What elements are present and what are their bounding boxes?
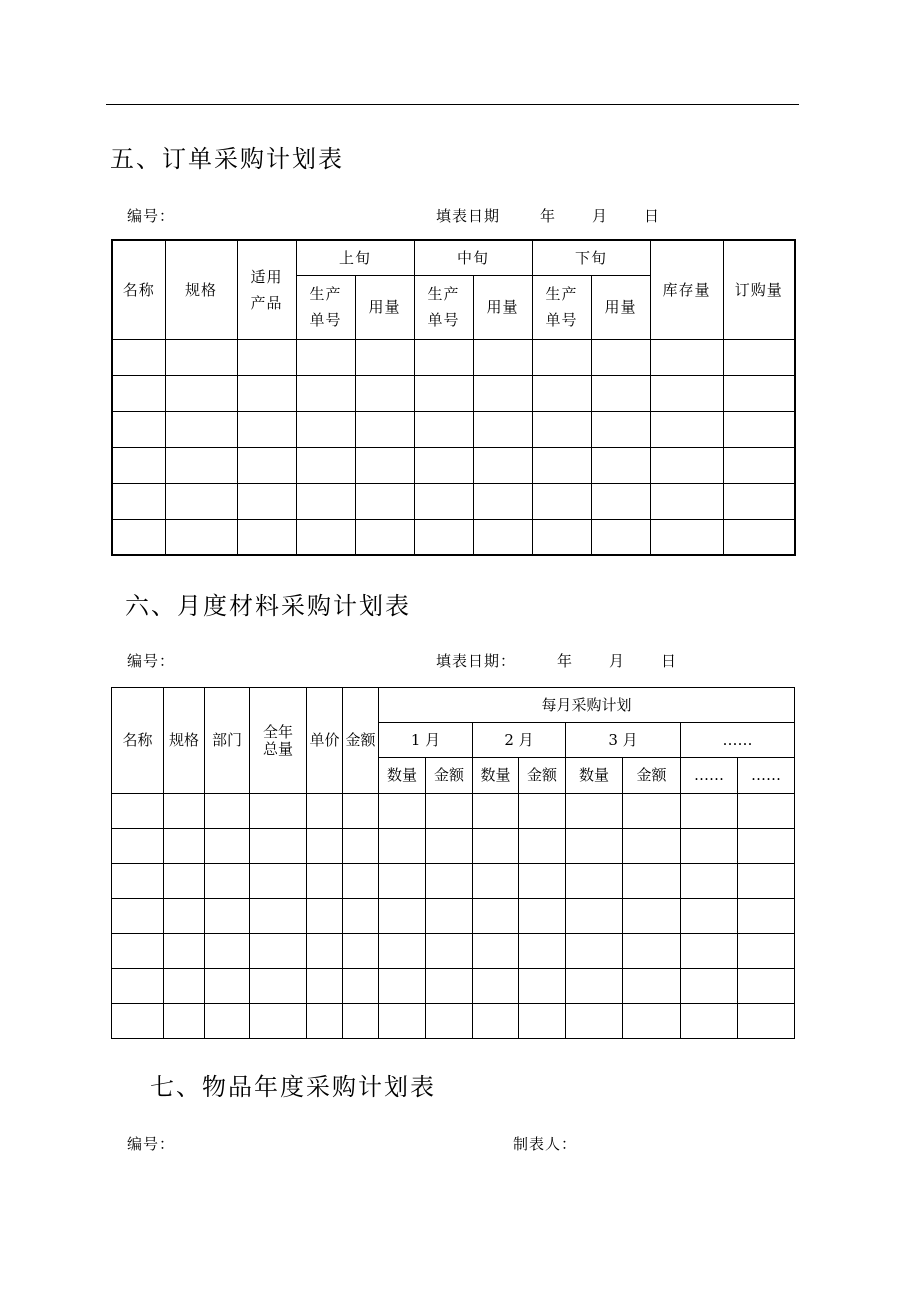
table-cell[interactable] — [532, 483, 591, 519]
section5-day-label: 日 — [644, 207, 661, 225]
section7-maker-label: 制表人： — [513, 1135, 578, 1153]
table-cell[interactable] — [623, 829, 681, 864]
table-cell[interactable] — [112, 899, 164, 934]
table-row — [112, 339, 795, 375]
table-cell[interactable] — [623, 899, 681, 934]
table-cell[interactable] — [379, 1004, 426, 1039]
table-cell[interactable] — [205, 794, 250, 829]
table-cell[interactable] — [473, 899, 519, 934]
table-cell[interactable] — [473, 934, 519, 969]
table-cell[interactable] — [650, 447, 723, 483]
table-cell[interactable] — [426, 864, 473, 899]
table-cell[interactable] — [307, 934, 343, 969]
header-more-1: …… — [681, 758, 738, 794]
table-row — [112, 934, 795, 969]
section5-month-label: 月 — [592, 207, 609, 225]
header-m1-amt: 金额 — [426, 758, 473, 794]
table-cell[interactable] — [307, 864, 343, 899]
table-cell[interactable] — [164, 934, 205, 969]
table-cell[interactable] — [307, 969, 343, 1004]
monthly-material-purchase-table — [111, 687, 795, 1039]
table-cell[interactable] — [623, 969, 681, 1004]
table-row — [112, 411, 795, 447]
table-cell[interactable] — [164, 899, 205, 934]
table-cell[interactable] — [681, 969, 738, 1004]
header-month-1: 1 月 — [379, 723, 473, 758]
table-cell[interactable] — [426, 934, 473, 969]
header-m1-qty: 数量 — [379, 758, 426, 794]
table-cell[interactable] — [623, 794, 681, 829]
table-cell[interactable] — [343, 829, 379, 864]
table-cell[interactable] — [650, 339, 723, 375]
table-cell[interactable] — [738, 1004, 795, 1039]
header-product-line2: 产品 — [250, 293, 283, 312]
header-mid-usage: 用量 — [473, 275, 532, 339]
table-cell[interactable] — [112, 411, 165, 447]
order-table-body — [112, 339, 795, 555]
table-cell[interactable] — [532, 375, 591, 411]
order-purchase-plan-table — [111, 239, 796, 556]
table-cell[interactable] — [426, 899, 473, 934]
table-cell[interactable] — [532, 519, 591, 555]
table-cell[interactable] — [723, 447, 795, 483]
table-cell[interactable] — [623, 934, 681, 969]
table-header-row — [112, 688, 795, 723]
table-cell[interactable] — [379, 969, 426, 1004]
table-cell[interactable] — [566, 969, 623, 1004]
header-spec: 规格 — [164, 688, 205, 794]
table-cell[interactable] — [519, 899, 566, 934]
table-cell[interactable] — [566, 794, 623, 829]
table-cell[interactable] — [205, 829, 250, 864]
table-cell[interactable] — [738, 829, 795, 864]
table-cell[interactable] — [414, 519, 473, 555]
table-cell[interactable] — [307, 794, 343, 829]
table-cell[interactable] — [165, 519, 237, 555]
table-cell[interactable] — [532, 339, 591, 375]
table-cell[interactable] — [112, 864, 164, 899]
table-cell[interactable] — [414, 447, 473, 483]
header-m2-amt: 金额 — [519, 758, 566, 794]
table-cell[interactable] — [112, 794, 164, 829]
table-cell[interactable] — [473, 375, 532, 411]
table-cell[interactable] — [355, 411, 414, 447]
header-early-usage: 用量 — [355, 275, 414, 339]
table-cell[interactable] — [237, 447, 296, 483]
header-dept: 部门 — [205, 688, 250, 794]
header-month-more: …… — [681, 723, 795, 758]
table-header-row — [112, 240, 795, 275]
table-cell[interactable] — [205, 864, 250, 899]
table-cell[interactable] — [681, 1004, 738, 1039]
table-cell[interactable] — [473, 864, 519, 899]
table-cell[interactable] — [355, 519, 414, 555]
table-cell[interactable] — [519, 934, 566, 969]
monthly-table-body — [112, 794, 795, 1039]
table-cell[interactable] — [250, 934, 307, 969]
table-cell[interactable] — [307, 1004, 343, 1039]
table-cell[interactable] — [566, 934, 623, 969]
header-early-order-no: 生产 单号 — [296, 275, 355, 339]
section6-month-label: 月 — [609, 652, 626, 670]
header-amount: 金额 — [343, 688, 379, 794]
table-cell[interactable] — [650, 519, 723, 555]
table-cell[interactable] — [591, 411, 650, 447]
header-m2-qty: 数量 — [473, 758, 519, 794]
section6-code-label: 编号： — [127, 652, 176, 670]
table-cell[interactable] — [566, 829, 623, 864]
table-cell[interactable] — [379, 829, 426, 864]
table-cell[interactable] — [681, 899, 738, 934]
table-cell[interactable] — [473, 794, 519, 829]
table-row — [112, 1004, 795, 1039]
header-name: 名称 — [112, 240, 165, 339]
table-cell[interactable] — [738, 969, 795, 1004]
table-cell[interactable] — [738, 794, 795, 829]
table-cell[interactable] — [591, 519, 650, 555]
table-cell[interactable] — [307, 829, 343, 864]
table-cell[interactable] — [164, 794, 205, 829]
table-cell[interactable] — [164, 1004, 205, 1039]
table-cell[interactable] — [723, 339, 795, 375]
table-cell[interactable] — [296, 411, 355, 447]
table-cell[interactable] — [112, 375, 165, 411]
table-row — [112, 483, 795, 519]
table-cell[interactable] — [426, 1004, 473, 1039]
table-row — [112, 794, 795, 829]
table-cell[interactable] — [237, 339, 296, 375]
table-cell[interactable] — [591, 483, 650, 519]
table-row — [112, 969, 795, 1004]
section7-title: 七、物品年度采购计划表 — [150, 1073, 436, 1101]
table-cell[interactable] — [237, 483, 296, 519]
section5-title: 五、订单采购计划表 — [110, 145, 344, 173]
table-cell[interactable] — [205, 969, 250, 1004]
table-cell[interactable] — [343, 934, 379, 969]
table-cell[interactable] — [164, 864, 205, 899]
table-cell[interactable] — [519, 829, 566, 864]
table-cell[interactable] — [519, 864, 566, 899]
table-cell[interactable] — [250, 794, 307, 829]
table-cell[interactable] — [723, 519, 795, 555]
table-cell[interactable] — [650, 411, 723, 447]
table-cell[interactable] — [165, 411, 237, 447]
header-late-period: 下旬 — [532, 240, 650, 275]
table-cell[interactable] — [250, 969, 307, 1004]
header-early-period: 上旬 — [296, 240, 414, 275]
section5-date-label: 填表日期 — [436, 207, 501, 225]
table-cell[interactable] — [591, 447, 650, 483]
table-cell[interactable] — [307, 899, 343, 934]
table-cell[interactable] — [473, 447, 532, 483]
table-cell[interactable] — [473, 969, 519, 1004]
table-cell[interactable] — [681, 864, 738, 899]
table-cell[interactable] — [250, 864, 307, 899]
table-row — [112, 864, 795, 899]
table-cell[interactable] — [379, 794, 426, 829]
header-mid-period: 中旬 — [414, 240, 532, 275]
table-cell[interactable] — [205, 899, 250, 934]
table-cell[interactable] — [296, 339, 355, 375]
table-cell[interactable] — [165, 447, 237, 483]
section5-code-label: 编号： — [127, 207, 176, 225]
table-cell[interactable] — [112, 339, 165, 375]
table-cell[interactable] — [566, 864, 623, 899]
table-cell[interactable] — [164, 969, 205, 1004]
table-cell[interactable] — [532, 447, 591, 483]
table-cell[interactable] — [414, 483, 473, 519]
table-cell[interactable] — [112, 829, 164, 864]
table-cell[interactable] — [379, 934, 426, 969]
table-cell[interactable] — [723, 375, 795, 411]
table-cell[interactable] — [250, 1004, 307, 1039]
table-row — [112, 519, 795, 555]
table-cell[interactable] — [650, 375, 723, 411]
table-cell[interactable] — [414, 411, 473, 447]
table-cell[interactable] — [165, 375, 237, 411]
table-cell[interactable] — [681, 934, 738, 969]
table-cell[interactable] — [250, 899, 307, 934]
table-cell[interactable] — [519, 794, 566, 829]
table-cell[interactable] — [426, 794, 473, 829]
table-row — [112, 899, 795, 934]
table-cell[interactable] — [379, 864, 426, 899]
table-cell[interactable] — [112, 934, 164, 969]
header-purchase-qty: 订购量 — [723, 240, 795, 339]
table-cell[interactable] — [355, 447, 414, 483]
header-monthly-plan: 每月采购计划 — [379, 688, 795, 723]
header-m3-amt: 金额 — [623, 758, 681, 794]
table-cell[interactable] — [343, 899, 379, 934]
table-cell[interactable] — [343, 1004, 379, 1039]
table-cell[interactable] — [237, 519, 296, 555]
header-applicable-product — [237, 240, 296, 339]
table-cell[interactable] — [473, 519, 532, 555]
table-cell[interactable] — [343, 969, 379, 1004]
table-cell[interactable] — [738, 864, 795, 899]
table-cell[interactable] — [566, 899, 623, 934]
header-month-2: 2 月 — [473, 723, 566, 758]
table-cell[interactable] — [296, 483, 355, 519]
section6-year-label: 年 — [557, 652, 574, 670]
section6-day-label: 日 — [661, 652, 678, 670]
table-cell[interactable] — [591, 339, 650, 375]
header-late-usage: 用量 — [591, 275, 650, 339]
header-rule — [106, 104, 799, 105]
table-cell[interactable] — [623, 1004, 681, 1039]
table-cell[interactable] — [112, 969, 164, 1004]
header-stock: 库存量 — [650, 240, 723, 339]
table-cell[interactable] — [623, 864, 681, 899]
table-cell[interactable] — [723, 483, 795, 519]
header-annual-total: 全年 总量 — [250, 688, 307, 794]
table-cell[interactable] — [355, 375, 414, 411]
section5-year-label: 年 — [540, 207, 557, 225]
table-cell[interactable] — [205, 934, 250, 969]
table-cell[interactable] — [566, 1004, 623, 1039]
table-cell[interactable] — [426, 969, 473, 1004]
table-cell[interactable] — [532, 411, 591, 447]
header-m3-qty: 数量 — [566, 758, 623, 794]
table-cell[interactable] — [112, 447, 165, 483]
table-cell[interactable] — [426, 829, 473, 864]
table-cell[interactable] — [473, 411, 532, 447]
table-cell[interactable] — [681, 829, 738, 864]
table-cell[interactable] — [296, 375, 355, 411]
table-cell[interactable] — [112, 519, 165, 555]
table-cell[interactable] — [112, 1004, 164, 1039]
table-cell[interactable] — [164, 829, 205, 864]
table-cell[interactable] — [519, 969, 566, 1004]
table-cell[interactable] — [738, 934, 795, 969]
table-cell[interactable] — [237, 375, 296, 411]
header-unit-price: 单价 — [307, 688, 343, 794]
table-cell[interactable] — [723, 411, 795, 447]
section6-date-label: 填表日期： — [436, 652, 517, 670]
table-cell[interactable] — [738, 899, 795, 934]
table-cell[interactable] — [473, 339, 532, 375]
table-cell[interactable] — [379, 899, 426, 934]
header-late-order-no: 生产 单号 — [532, 275, 591, 339]
table-cell[interactable] — [473, 483, 532, 519]
table-cell[interactable] — [205, 1004, 250, 1039]
table-cell[interactable] — [112, 483, 165, 519]
table-cell[interactable] — [250, 829, 307, 864]
header-mid-order-no: 生产 单号 — [414, 275, 473, 339]
table-cell[interactable] — [343, 864, 379, 899]
table-cell[interactable] — [296, 519, 355, 555]
header-spec: 规格 — [165, 240, 237, 339]
table-cell[interactable] — [650, 483, 723, 519]
table-cell[interactable] — [519, 1004, 566, 1039]
header-product-line1: 适用 — [250, 267, 283, 286]
section7-code-label: 编号： — [127, 1135, 176, 1153]
table-cell[interactable] — [355, 483, 414, 519]
table-cell[interactable] — [165, 339, 237, 375]
table-cell[interactable] — [165, 483, 237, 519]
header-month-3: 3 月 — [566, 723, 681, 758]
table-cell[interactable] — [343, 794, 379, 829]
table-cell[interactable] — [591, 375, 650, 411]
table-row — [112, 375, 795, 411]
table-cell[interactable] — [296, 447, 355, 483]
table-cell[interactable] — [414, 375, 473, 411]
table-cell[interactable] — [237, 411, 296, 447]
table-row — [112, 829, 795, 864]
table-cell[interactable] — [414, 339, 473, 375]
table-cell[interactable] — [473, 1004, 519, 1039]
section6-title: 六、月度材料采购计划表 — [125, 592, 411, 620]
header-name: 名称 — [112, 688, 164, 794]
table-cell[interactable] — [473, 829, 519, 864]
table-cell[interactable] — [355, 339, 414, 375]
header-more-2: …… — [738, 758, 795, 794]
table-row — [112, 447, 795, 483]
table-cell[interactable] — [681, 794, 738, 829]
